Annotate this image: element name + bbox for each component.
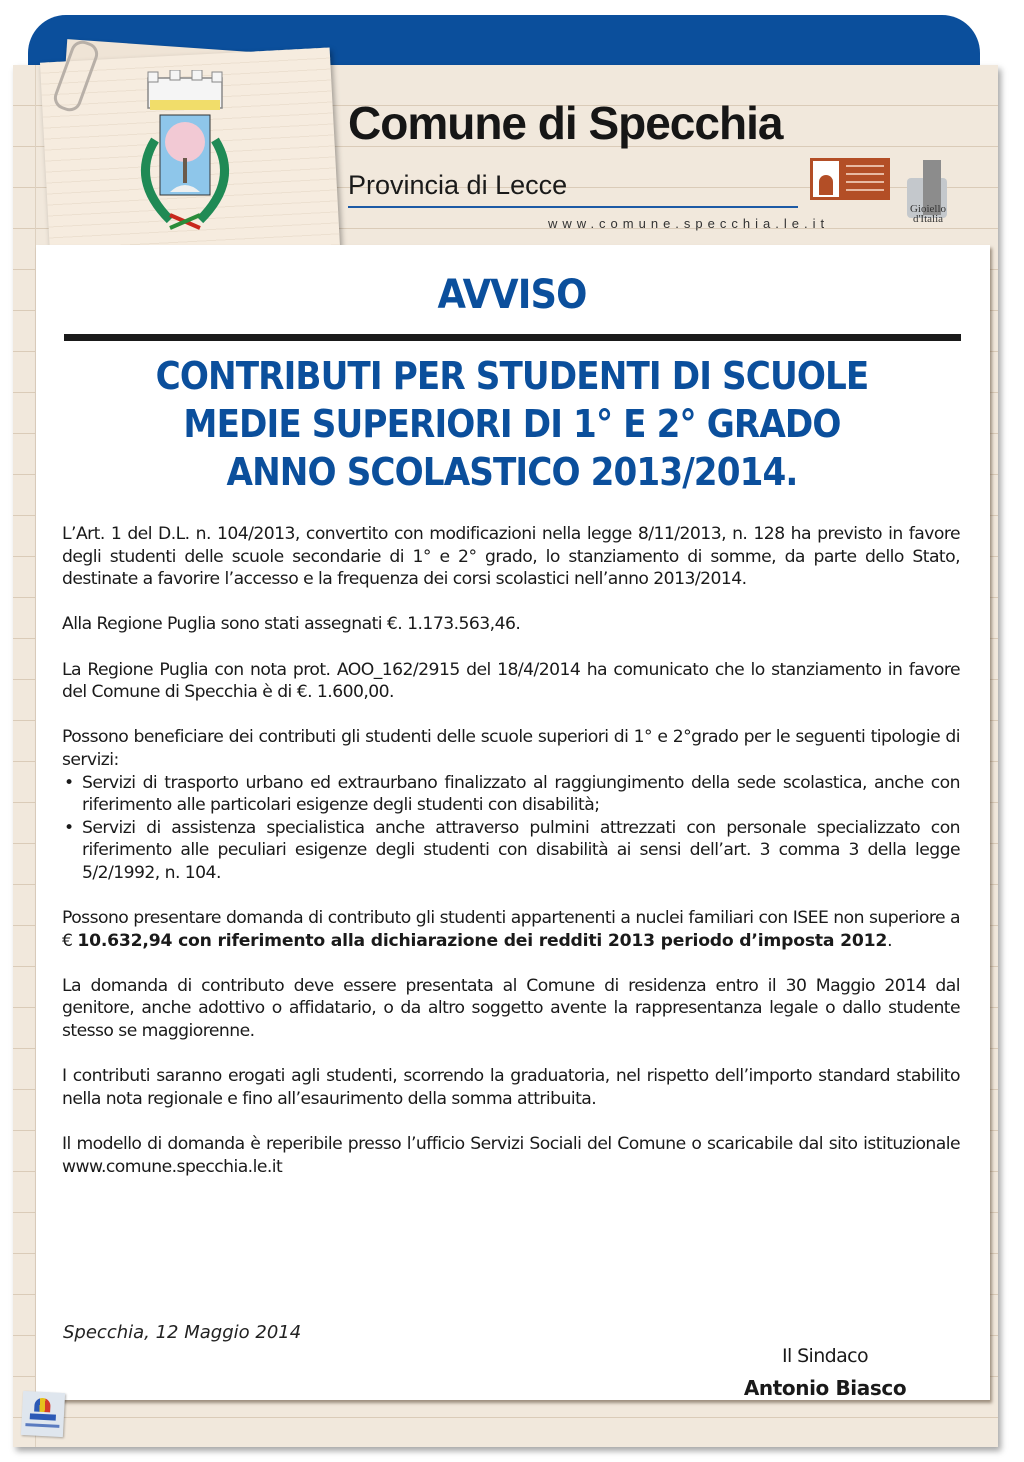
- signature-role: Il Sindaco: [781, 1345, 869, 1367]
- paragraph-municipal-allocation: La Regione Puglia con nota prot. AOO_162/2915 del 18/4/2014 ha comunicato che lo stanziamento in favore del Comune di Specchia è di €. 1.600,00.: [62, 659, 960, 703]
- isee-threshold: 10.632,94 con riferimento alla dichiarazione dei redditi 2013 periodo d’imposta 2012: [77, 930, 888, 951]
- header-divider: [348, 206, 798, 208]
- paragraph-regional-allocation: Alla Regione Puglia sono stati assegnati €. 1.173.563,46.: [62, 614, 521, 635]
- list-item: • Servizi di assistenza specialistica anche attraverso pulmini attrezzati con personale specializzato con riferimento alle peculiari esigenze degli studenti con disabilità ai sensi dell’art. 3 comma 3 della legge 5/2/1992, n. 104.: [62, 817, 960, 885]
- notice-body: [62, 523, 960, 1201]
- title-line: MEDIE SUPERIORI DI 1° E 2° GRADO: [183, 402, 841, 446]
- paragraph-application-deadline: La domanda di contributo deve essere presentata al Comune di residenza entro il 30 Maggio 2014 dal genitore, anche adottivo o affidatario, o da altro soggetto avente la rappresentanza legale o dallo studente stesso se maggiorenne.: [62, 975, 960, 1042]
- title-line: ANNO SCOLASTICO 2013/2014.: [226, 450, 798, 494]
- gioiello-italia-badge-icon: [903, 160, 953, 230]
- municipality-title: Comune di Specchia: [348, 97, 783, 149]
- province-subtitle: Provincia di Lecce: [348, 170, 568, 200]
- list-item: • Servizi di trasporto urbano ed extraurbano finalizzato al raggiungimento della sede scolastica, anche con riferimento alle particolari esigenze degli studenti con disabilità;: [62, 772, 960, 817]
- paragraph-beneficiaries: Possono beneficiare dei contributi gli studenti delle scuole superiori di 1° e 2°grado per le seguenti tipologie di servizi:: [62, 727, 960, 770]
- signature-name: Antonio Biasco: [743, 1376, 907, 1400]
- paragraph-disbursement: I contributi saranno erogati agli studenti, scorrendo la graduatoria, nel rispetto dell’importo standard stabilito nella nota regionale e fino all’esaurimento della somma attribuita.: [62, 1066, 960, 1109]
- notice-heading: AVVISO: [437, 272, 587, 318]
- website-link[interactable]: www.comune.specchia.le.it: [548, 216, 830, 231]
- castle-icon: [813, 161, 839, 197]
- paragraph-form-availability: Il modello di domanda è reperibile presso l’ufficio Servizi Sociali del Comune o scaricabile dal sito istituzionale www.comune.specchia.le.it: [62, 1134, 960, 1177]
- heading-divider: [64, 334, 961, 341]
- sticker-logo-icon: [21, 1391, 65, 1437]
- paragraph-isee-requirement: Possono presentare domanda di contributo gli studenti appartenenti a nuclei familiari con ISEE non superiore a € 10.632,94 con riferimento alla dichiarazione dei redditi 2013 periodo d’imposta 2012.: [62, 908, 960, 951]
- coat-of-arms-icon: [115, 70, 255, 235]
- notice-title: [40, 352, 984, 496]
- paragraph-legal-reference: L’Art. 1 del D.L. n. 104/2013, convertito con modificazioni nella legge 8/11/2013, n. 128 ha previsto in favore degli studenti delle scuole secondarie di 1° e 2° grado, lo stanziamento di somme, da parte dello Stato, destinate a favorire l’accesso e la frequenza dei corsi scolastici nell’anno 2013/2014.: [62, 524, 960, 590]
- notice-date: Specchia, 12 Maggio 2014: [63, 1322, 302, 1343]
- title-line: CONTRIBUTI PER STUDENTI DI SCUOLE: [155, 354, 869, 398]
- crown-icon: [148, 70, 222, 110]
- services-list: [62, 772, 960, 885]
- gioiello-label: Gioiello d'Italia: [909, 203, 947, 225]
- borghi-badge-icon: [810, 158, 890, 200]
